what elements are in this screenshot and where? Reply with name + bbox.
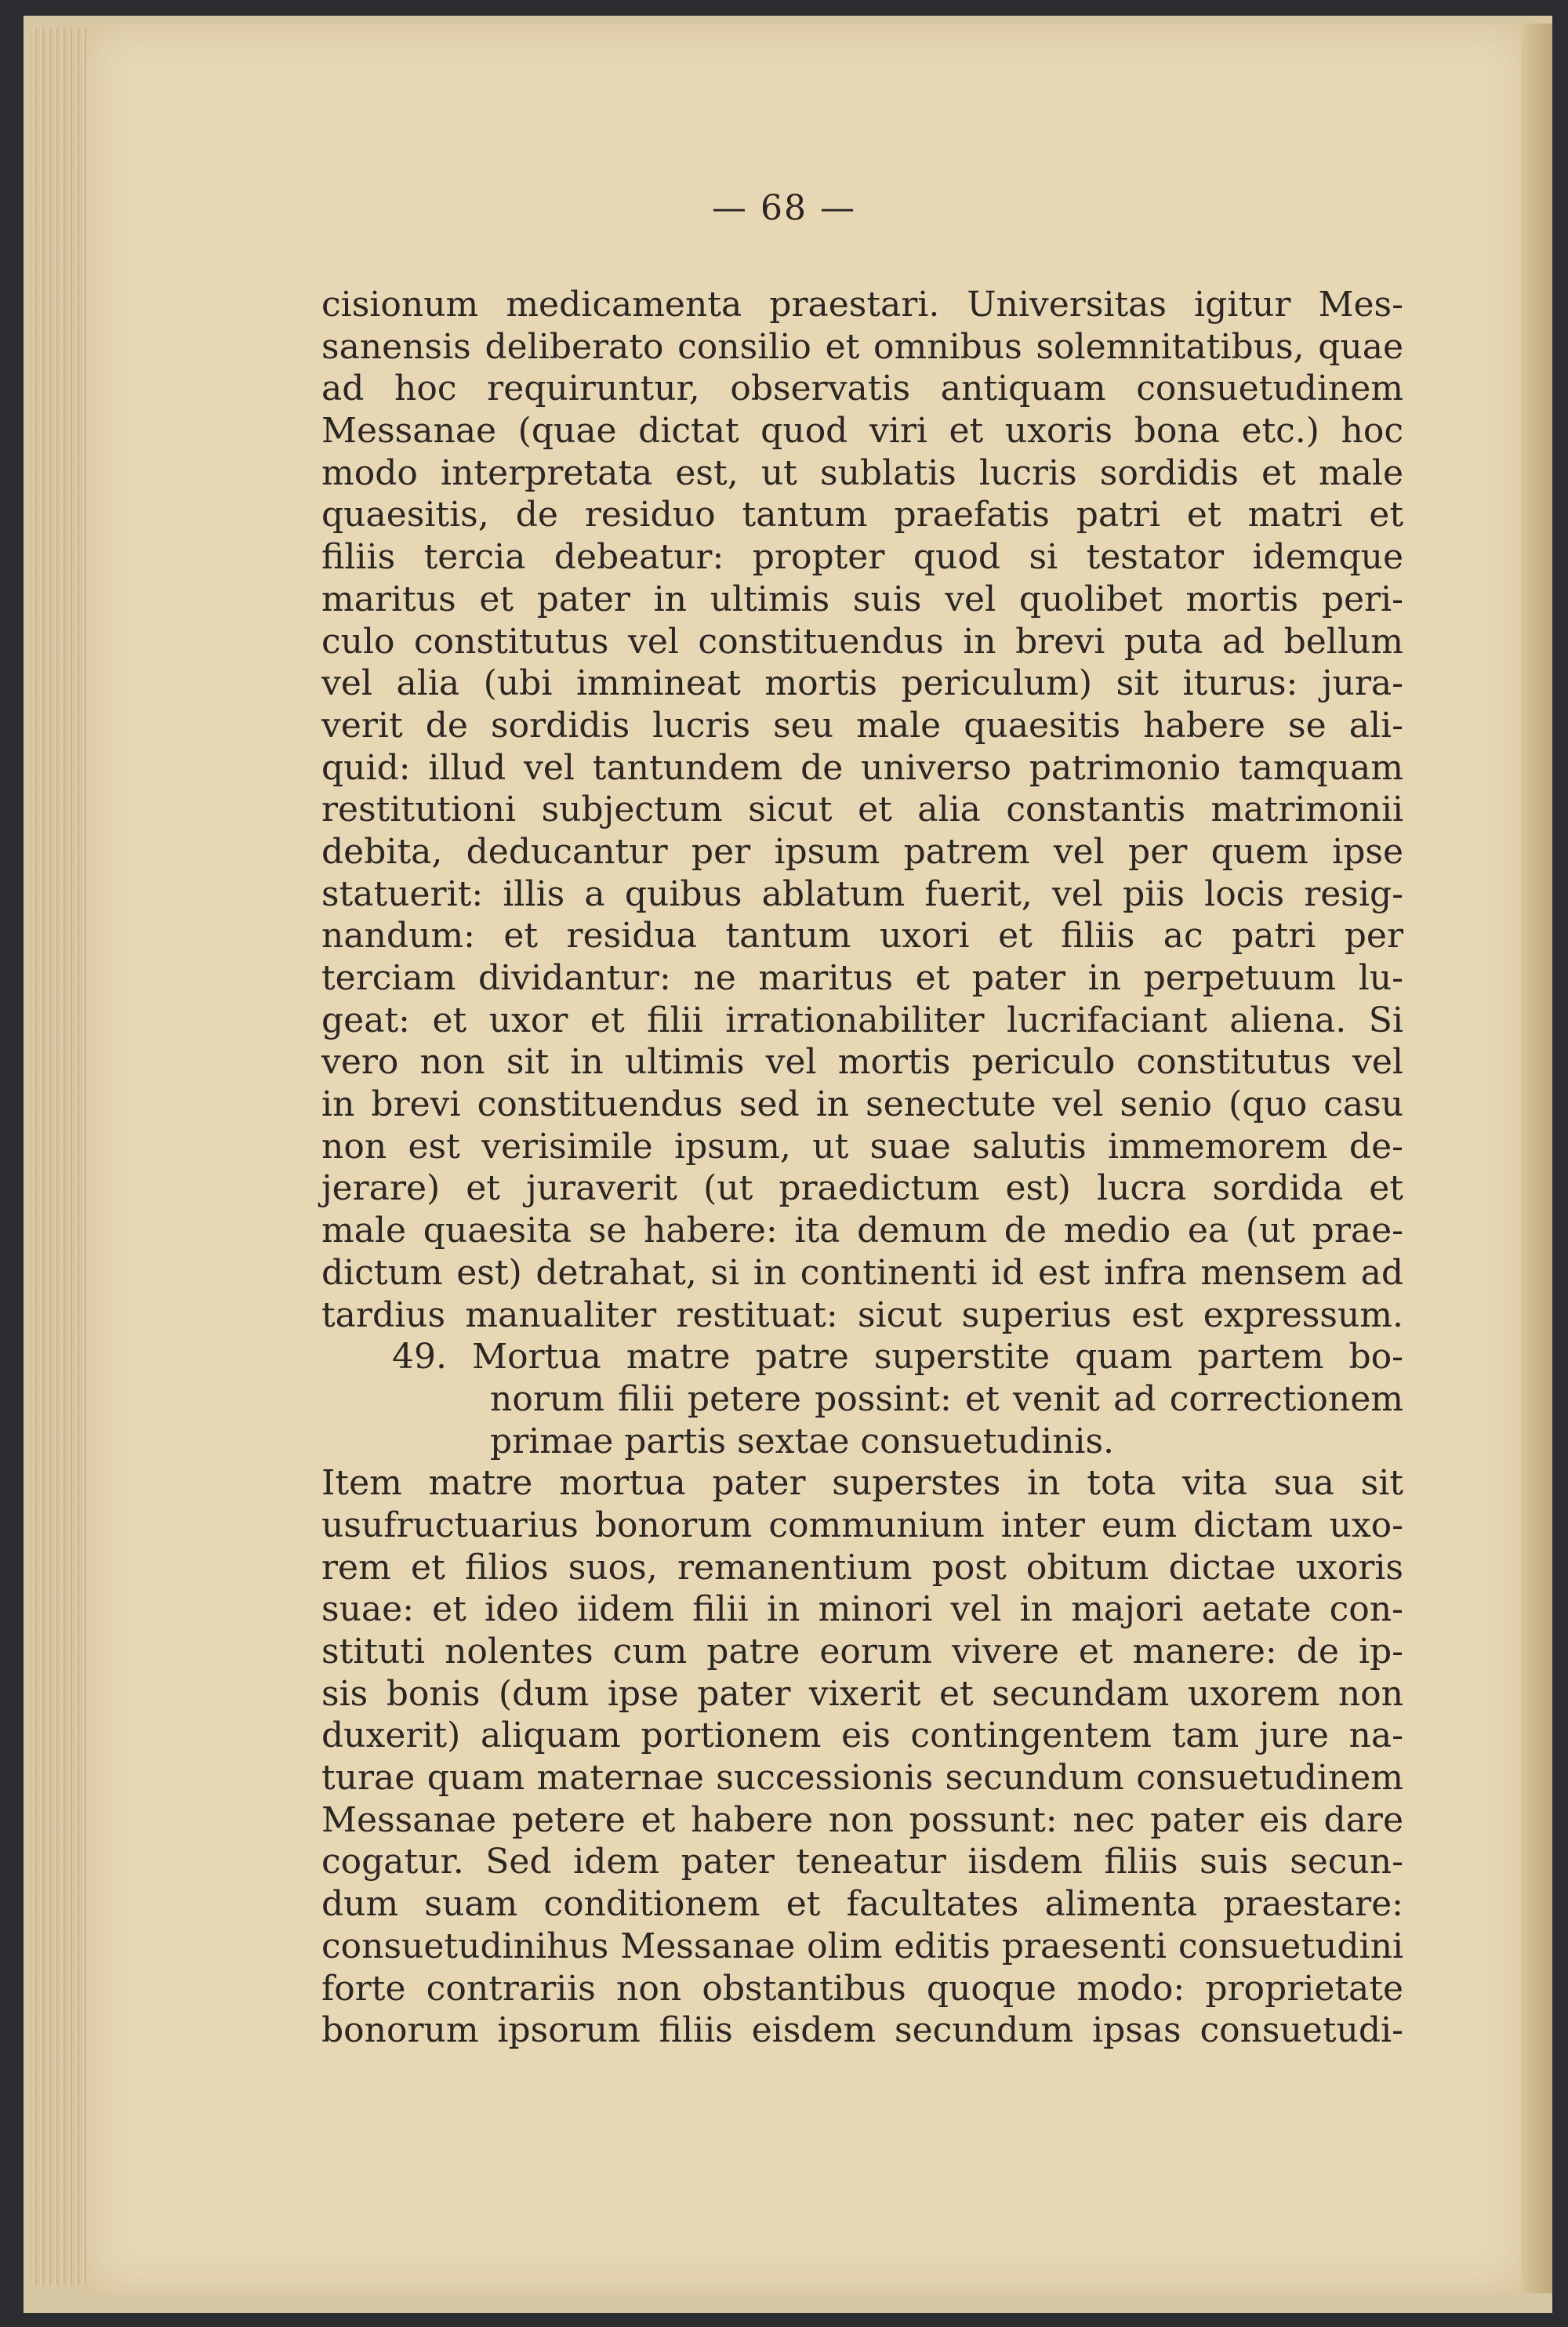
text-line: male quaesita se habere: ita demum de medio ea (ut prae- [321,1211,1403,1251]
text-line: Item matre mortua pater superstes in tota vita sua sit [321,1463,1403,1504]
text-line: vel alia (ubi immineat mortis periculum) sit iturus: jura- [321,663,1403,704]
text-line: non est verisimile ipsum, ut suae salutis immemorem de- [321,1126,1403,1167]
text-line: stituti nolentes cum patre eorum vivere et manere: de ip- [321,1632,1403,1672]
text-line: maritus et pater in ultimis suis vel quolibet mortis peri- [321,579,1403,619]
text-line: geat: et uxor et filii irrationabiliter lucrifaciant aliena. Si [321,1000,1403,1040]
text-line: modo interpretata est, ut sublatis lucris sordidis et male [321,452,1403,493]
text-line: forte contrariis non obstantibus quoque modo: proprietate [321,1968,1403,2009]
heading-line: primae partis sextae consuetudinis. [490,1421,1115,1461]
text-line: sis bonis (dum ipse pater vixerit et secundam uxorem non [321,1673,1403,1714]
text-line: consuetudinihus Messanae olim editis praesenti consuetudini [321,1926,1403,1966]
text-line: restitutioni subjectum sicut et alia constantis matrimonii [321,790,1403,830]
text-line: bonorum ipsorum filiis eisdem secundum ipsas consuetudi- [321,2010,1403,2051]
text-block [321,284,1403,2052]
text-line: in brevi constituendus sed in senectute vel senio (quo casu [321,1084,1403,1125]
binding-gutter [1521,24,1552,2293]
text-line: ad hoc requiruntur, observatis antiquam consuetudinem [321,368,1403,409]
text-line: Messanae petere et habere non possunt: nec pater eis dare [321,1799,1403,1840]
heading-line: 49. Mortua matre patre superstite quam partem bo- [392,1337,1403,1378]
paragraph-1 [321,284,1403,1336]
text-line: jerare) et juraverit (ut praedictum est) lucra sordida et [321,1168,1403,1209]
text-line: duxerit) aliquam portionem eis contingentem tam jure na- [321,1715,1403,1756]
text-line: dictum est) detrahat, si in continenti id est infra mensem ad [321,1252,1403,1293]
text-line: quaesitis, de residuo tantum praefatis patri et matri et [321,495,1403,535]
text-line: suae: et ideo iidem filii in minori vel in majori aetate con- [321,1589,1403,1630]
text-line: turae quam maternae successionis secundum consuetudinem [321,1758,1403,1799]
text-line: verit de sordidis lucris seu male quaesitis habere se ali- [321,705,1403,746]
text-line: dum suam conditionem et facultates alimenta praestare: [321,1884,1403,1925]
text-line: Messanae (quae dictat quod viri et uxoris bona etc.) hoc [321,411,1403,452]
text-line: rem et filios suos, remanentium post obitum dictae uxoris [321,1547,1403,1588]
text-line: usufructuarius bonorum communium inter eum dictam uxo- [321,1505,1403,1545]
text-line: quid: illud vel tantundem de universo patrimonio tamquam [321,747,1403,788]
text-line: cogatur. Sed idem pater teneatur iisdem filiis suis secun- [321,1842,1403,1882]
text-line: terciam dividantur: ne maritus et pater in perpetuum lu- [321,958,1403,998]
text-line: debita, deducantur per ipsum patrem vel per quem ipse [321,831,1403,872]
text-line: statuerit: illis a quibus ablatum fuerit, vel piis locis resig- [321,873,1403,914]
text-line: filiis tercia debeatur: propter quod si testator idemque [321,537,1403,578]
text-line: vero non sit in ultimis vel mortis periculo constitutus vel [321,1042,1403,1083]
text-line: nandum: et residua tantum uxori et filiis ac patri per [321,916,1403,957]
text-line: cisionum medicamenta praestari. Universitas igitur Mes- [321,285,1403,325]
text-line: culo constitutus vel constituendus in brevi puta ad bellum [321,621,1403,662]
text-line: tardius manualiter restituat: sicut superius est expressum. [321,1294,1403,1335]
section-heading-49 [321,1336,1403,1462]
text-line: sanensis deliberato consilio et omnibus solemnitatibus, quae [321,326,1403,367]
paragraph-2 [321,1462,1403,2052]
heading-line: norum filii petere possint: et venit ad correctionem [490,1378,1403,1419]
page-number: — 68 — [712,188,856,228]
